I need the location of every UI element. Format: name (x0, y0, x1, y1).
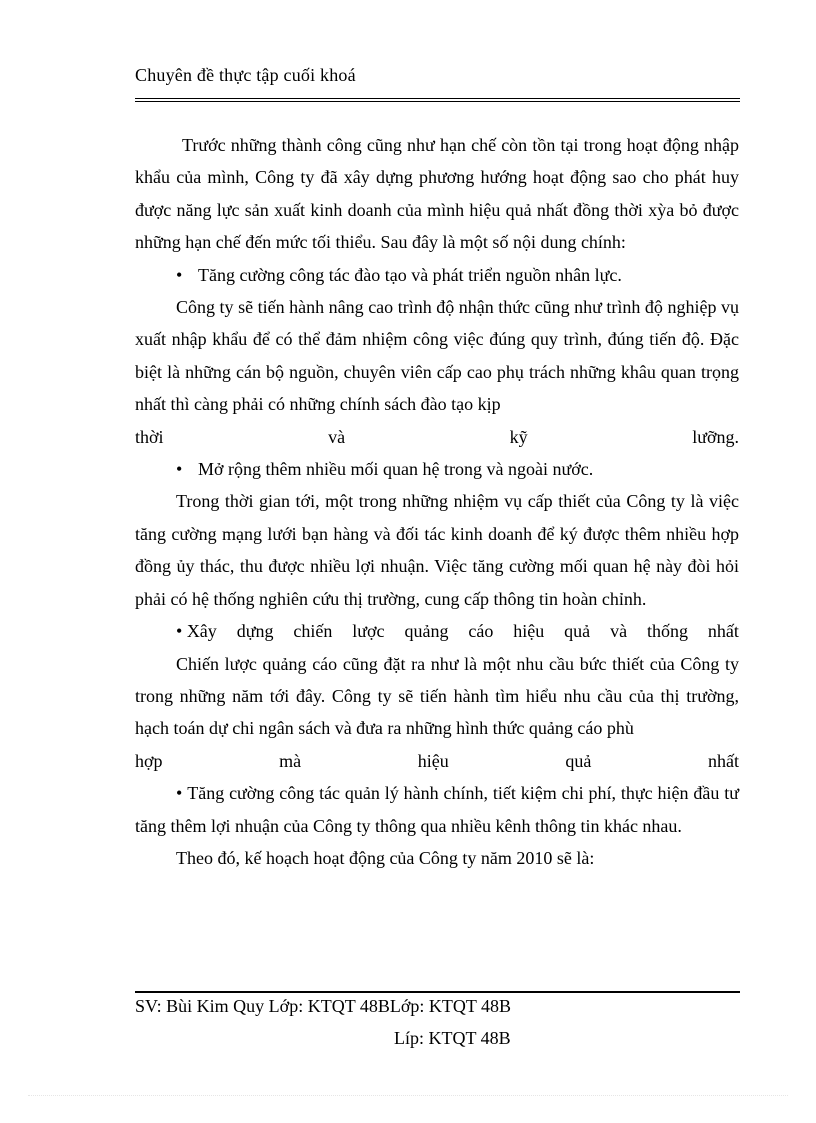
bullet-icon: • (176, 264, 183, 285)
word: và (328, 426, 346, 447)
bullet-item-relations (135, 453, 739, 485)
word: lược (352, 621, 385, 642)
word: hiệu (417, 750, 449, 771)
word: Xây (186, 621, 217, 642)
header-double-rule (135, 98, 740, 102)
footer-class-info: Líp: KTQT 48B (394, 1028, 511, 1048)
bullet-text: Tăng cường công tác đào tạo và phát triển nguồn nhân lực. (198, 264, 622, 285)
paragraph-training-last-line (135, 421, 739, 453)
word: thống (646, 621, 688, 642)
word: cáo (468, 621, 494, 642)
word: quả (565, 750, 592, 771)
word: hiệu (513, 621, 545, 642)
word: quảng (404, 621, 449, 642)
word: chiến (293, 621, 333, 642)
page-header-title: Chuyên đề thực tập cuối khoá (135, 65, 356, 85)
word: nhất (707, 750, 739, 771)
bullet-item-training (135, 259, 739, 291)
word: nhất (707, 621, 739, 642)
word: hợp (135, 750, 163, 771)
bullet-item-administration (135, 777, 739, 842)
word: dựng (236, 621, 274, 642)
paragraph-plan-2010: Theo đó, kế hoạch hoạt động của Công ty năm 2010 sẽ là: (176, 847, 595, 868)
word: lưỡng. (692, 426, 739, 447)
bullet-icon: • (176, 783, 183, 804)
bullet-text: Tăng cường công tác quản lý hành chính, tiết kiệm chi phí, thực hiện đầu tư tăng thêm lợi nhuận của Công ty thông qua nhiều kênh thông tin khác nhau. (135, 783, 740, 836)
word: và (610, 621, 628, 642)
bullet-icon: • (176, 459, 183, 480)
paragraph-intro: Trước những thành công cũng như hạn chế còn tồn tại trong hoạt động nhập khẩu của mình, Công ty đã xây dựng phương hướng hoạt động sao cho phát huy được năng lực sản xuất kinh doanh của mình hiệu quả nhất đồng thời xỳa bỏ được những hạn chế đến mức tối thiểu. Sau đây là một số nội dung chính: (135, 135, 739, 253)
word: quả (564, 621, 591, 642)
footer-student-info: SV: Bùi Kim Quy Lớp: KTQT 48BLớp: KTQT 48B (135, 996, 512, 1016)
word: mà (279, 750, 302, 771)
word: kỹ (509, 426, 528, 447)
paragraph-training: Công ty sẽ tiến hành nâng cao trình độ nhận thức cũng như trình độ nghiệp vụ xuất nhập khẩu để có thể đảm nhiệm công việc đúng quy trình, đúng tiến độ. Đặc biệt là những cán bộ nguồn, chuyên viên cấp cao phụ trách những khâu quan trọng nhất thì càng phải có những chính sách đào tạo kịp (135, 297, 739, 415)
bullet-icon: • (176, 621, 183, 642)
paragraph-relations: Trong thời gian tới, một trong những nhiệm vụ cấp thiết của Công ty là việc tăng cường mạng lưới bạn hàng và đối tác kinh doanh để ký được thêm nhiều hợp đồng ủy thác, thu được nhiều lợi nhuận. Việc tăng cường mối quan hệ này đòi hỏi phải có hệ thống nghiên cứu thị trường, cung cấp thông tin hoàn chỉnh. (135, 491, 739, 609)
paragraph-advertising: Chiến lược quảng cáo cũng đặt ra như là một nhu cầu bức thiết của Công ty trong những năm tới đây. Công ty sẽ tiến hành tìm hiểu nhu cầu của thị trường, hạch toán dự chi ngân sách và đưa ra những hình thức quảng cáo phù (135, 653, 739, 739)
document-body (135, 129, 739, 874)
footer-rule (135, 991, 740, 993)
bullet-lead (176, 615, 217, 647)
bullet-text: Mở rộng thêm nhiều mối quan hệ trong và ngoài nước. (198, 459, 594, 480)
page-bottom-edge (28, 1095, 788, 1096)
bullet-item-advertising (135, 615, 739, 647)
word: thời (135, 426, 164, 447)
paragraph-advertising-last-line (135, 745, 739, 777)
